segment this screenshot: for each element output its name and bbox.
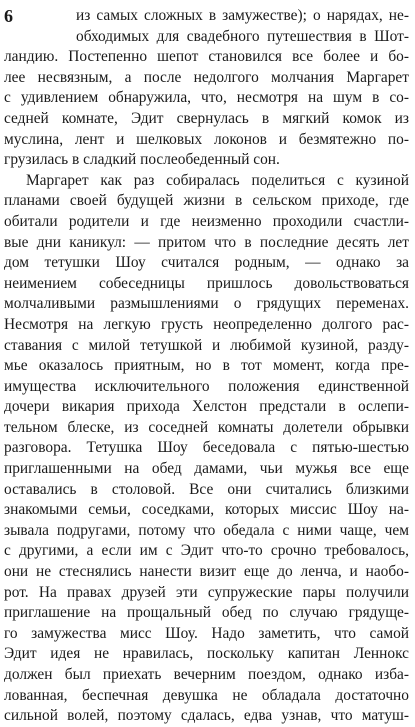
text-line: Маргарет как раз собиралась поделиться с кузиной — [26, 171, 409, 189]
text-line: мье оказалось приятным, но в тот момент, когда пре- — [4, 357, 409, 375]
text-line: дочери викария прихода Хелстон предстали в ослепи- — [4, 398, 409, 416]
text-line: должен был приехать вечерним поездом, однако изба- — [4, 666, 409, 683]
page-number: 6 — [4, 6, 13, 26]
text-line: обходимых для свадебного путешествия в Шот- — [76, 27, 409, 45]
text-line: с другими, а если им с Эдит что-то срочно требовалось, — [4, 542, 409, 560]
text-line: Несмотря на легкую грусть неопределенно долгого рас- — [4, 315, 409, 333]
text-line: оставались в столовой. Все они считались близкими — [4, 480, 409, 498]
text-line: сильной волей, поэтому сдалась, едва узнав, что матуш- — [4, 707, 409, 725]
text-line: разговора. Тетушка Шоу беседовала с пятью-шестью — [4, 439, 409, 457]
text-line: ставания с милой тетушкой и любимой кузиной, разду- — [4, 336, 409, 354]
text-line: зывала подругами, потому что обедала с ними чаще, чем — [4, 521, 409, 539]
text-line: обитали родители и где неизменно проходили счастли- — [4, 212, 409, 230]
text-line: из самых сложных в замужестве); о нарядах, не- — [76, 7, 409, 24]
text-line: планами своей будущей жизни в сельском приходе, где — [4, 192, 409, 210]
text-line: тельном блеске, из соседней комнаты долетели обрывки — [4, 418, 409, 436]
text-line: молчаливыми размышлениями о грядущих переменах. — [4, 295, 409, 313]
text-line: они не стеснялись нанести визит еще до ленча, и наобо- — [4, 563, 409, 581]
text-line: неимением собеседницы пришлось довольствоваться — [4, 274, 409, 292]
text-line: ландию. Постепенно шепот становился все более и бо- — [4, 48, 409, 66]
book-page — [4, 6, 409, 727]
text-line: Эдит идея не нравилась, поскольку капитан Леннокс — [4, 645, 409, 663]
text-line: имущества исключительного положения единственной — [4, 377, 409, 395]
text-line: приглашенными на обед дамами, чьи мужья все еще — [4, 460, 409, 478]
text-line: дом тетушки Шоу считался родным, — однако за — [4, 254, 409, 272]
text-line: муслина, лент и шелковых локонов и безмятежно по- — [4, 130, 409, 148]
text-line: рот. На правах друзей эти супружеские пары получили — [4, 583, 409, 601]
text-line: приглашение на прощальный обед по случаю грядуще- — [4, 604, 409, 622]
text-line: знакомыми семьи, соседками, которых миссис Шоу на- — [4, 501, 409, 519]
text-line: вые дни каникул: — притом что в последние десять лет — [4, 233, 409, 251]
text-line: лованная, беспечная девушка не обладала достаточно — [4, 686, 409, 704]
text-line: грузилась в сладкий послеобеденный сон. — [4, 151, 280, 169]
text-line: го замужества мисс Шоу. Надо заметить, что самой — [4, 624, 409, 642]
text-line: седней комнате, Эдит свернулась в мягкий комок из — [4, 109, 409, 127]
text-line: лее несвязным, а после недолгого молчания Маргарет — [4, 68, 409, 86]
text-line: с удивлением обнаружила, что, несмотря на шум в со- — [4, 89, 409, 107]
